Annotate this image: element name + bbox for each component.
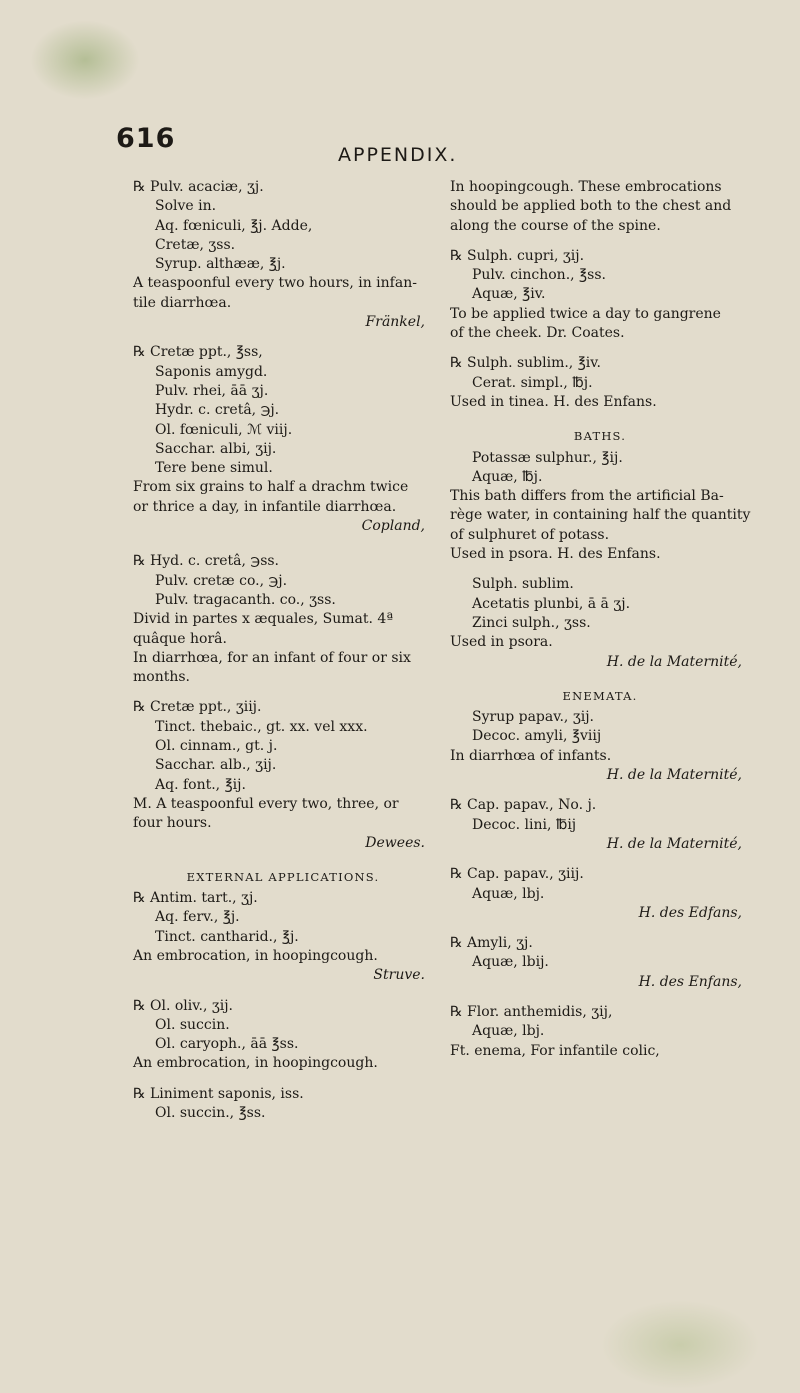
text-line: Acetatis plunbi, ā ā ʒj. [472,595,631,612]
spacer [450,923,750,934]
source-attribution: Copland, [361,518,425,535]
text-line: Divid in partes x æquales, Sumat. 4ª [133,611,393,628]
text-line: Sacchar. alb., ʒij. [155,757,277,774]
text-line: An embrocation, in hoopingcough. [133,1055,378,1072]
source-attribution: Dewees. [365,834,425,851]
text-line: Used in psora. H. des Enfans. [450,546,661,563]
text-line: ℞ Ol. oliv., ʒij. [133,997,234,1014]
text-line: Tinct. cantharid., ℥j. [155,928,299,945]
text-line: Ol. succin., ℥ss. [155,1105,266,1122]
text-line: From six grains to half a drachm twice [133,479,409,496]
text-line: In diarrhœa of infants. [450,747,612,764]
text-line: Aquæ, lbj. [472,1023,545,1040]
spacer [450,992,750,1003]
text-line: Ol. cinnam., gt. j. [155,738,278,755]
text-line: of sulphuret of potass. [450,526,610,543]
text-line: ℞ Cap. papav., ʒiij. [450,866,584,883]
text-line: Potassæ sulphur., ℥ij. [472,449,623,466]
page-number: 616 [116,123,176,154]
text-line: Aq. font., ℥ij. [155,776,246,793]
text-line: This bath differs from the artificial Ba- [450,488,724,505]
text-line: Used in tinea. H. des Enfans. [450,393,657,410]
text-line: Zinci sulph., ʒss. [472,614,591,631]
spacer [133,1074,433,1085]
spacer [450,412,750,423]
right-column [450,178,750,1061]
text-line: along the course of the spine. [450,217,661,234]
spacer [450,785,750,796]
text-line: ℞ Amyli, ʒj. [450,935,533,952]
text-line: Pulv. cretæ co., ℈j. [155,572,288,589]
text-line: Aquæ, lbj. [472,885,545,902]
text-line: In diarrhœa, for an infant of four or six [133,649,411,666]
text-line: Used in psora. [450,634,553,651]
text-line: months. [133,669,190,686]
source-attribution: H. de la Maternité, [606,767,742,784]
text-line: ℞ Sulph. sublim., ℥iv. [450,355,601,372]
text-line: ℞ Flor. anthemidis, ʒij, [450,1003,613,1020]
spacer [450,236,750,247]
text-line: Aq. ferv., ℥j. [155,909,240,926]
text-line: Solve in. [155,198,217,215]
text-line: ℞ Pulv. acaciæ, ʒj. [133,179,264,195]
paper-stain [30,20,140,100]
text-line: Aquæ, ℥iv. [472,286,546,303]
text-line: Saponis amygd. [155,363,268,380]
text-line: ℞ Cretæ ppt., ʒiij. [133,699,262,716]
text-line: Ol. caryoph., āā ℥ss. [155,1036,299,1053]
source-attribution: H. de la Maternité, [606,835,742,852]
text-line: Ol. fœniculi, ℳ viij. [155,421,293,438]
text-line: Pulv. tragacanth. co., ʒss. [155,591,336,608]
text-line: Ft. enema, For infantile colic, [450,1042,660,1059]
text-line: Decoc. lini, ℔ij [472,816,577,833]
text-line: ℞ Antim. tart., ʒj. [133,890,258,907]
text-line: Syrup papav., ʒij. [472,709,595,726]
text-line: Pulv. rhei, āā ʒj. [155,382,269,399]
text-line: Syrup. althææ, ℥j. [155,256,286,273]
paper-stain [600,1300,760,1390]
spacer [450,564,750,575]
source-attribution: H. de la Maternité, [606,653,742,670]
spacer [450,343,750,354]
text-line: tile diarrhœa. [133,294,232,311]
text-line: ℞ Liniment saponis, iss. [133,1085,304,1102]
text-line: or thrice a day, in infantile diarrhœa. [133,498,397,515]
text-line: Sulph. sublim. [472,576,574,593]
text-line: Decoc. amyli, ℥viij [472,728,602,745]
text-line: Cerat. simpl., ℔j. [472,374,593,391]
spacer [133,986,433,997]
text-line: A teaspoonful every two hours, in infan- [133,275,417,292]
source-attribution: H. des Enfans, [638,973,742,990]
text-line: ℞ Hyd. c. cretâ, ℈ss. [133,553,280,570]
spacer [133,853,433,864]
text-line: Tinct. thebaic., gt. xx. vel xxx. [155,718,368,735]
text-line: Tere bene simul. [155,460,273,477]
text-line: ℞ Cretæ ppt., ℥ss, [133,344,263,361]
text-line: should be applied both to the chest and [450,198,732,215]
text-line: Aq. fœniculi, ℥j. Adde, [155,217,313,234]
text-line: Cretæ, ʒss. [155,236,236,253]
source-attribution: Struve. [373,967,425,984]
left-column [133,178,433,1123]
spacer [133,332,433,343]
spacer [450,854,750,865]
section-heading: ENEMATA. [562,688,638,703]
text-line: quâque horâ. [133,630,227,647]
source-attribution: Fränkel, [365,314,425,331]
text-line: Ol. succin. [155,1016,230,1033]
text-line: In hoopingcough. These embrocations [450,179,722,195]
source-attribution: H. des Edfans, [638,904,742,921]
section-heading: EXTERNAL APPLICATIONS. [186,869,380,884]
text-line: four hours. [133,815,212,832]
section-heading: BATHS. [573,429,627,444]
spacer [133,536,433,552]
text-line: rège water, in containing half the quantity [450,507,751,524]
text-line: Hydr. c. cretâ, ℈j. [155,402,280,419]
text-line: ℞ Cap. papav., No. j. [450,797,597,814]
text-line: Sacchar. albi, ʒij. [155,440,277,457]
spacer [450,672,750,683]
text-line: Pulv. cinchon., ℥ss. [472,267,606,284]
text-line: Aquæ, lbij. [472,954,549,971]
text-line: ℞ Sulph. cupri, ʒij. [450,247,585,264]
text-line: An embrocation, in hoopingcough. [133,947,378,964]
spacer [133,687,433,698]
text-line: To be applied twice a day to gangrene [450,305,721,322]
running-header: APPENDIX. [338,144,458,166]
text-line: Aquæ, ℔j. [472,468,543,485]
text-line: of the cheek. Dr. Coates. [450,325,625,342]
text-line: M. A teaspoonful every two, three, or [133,795,399,812]
